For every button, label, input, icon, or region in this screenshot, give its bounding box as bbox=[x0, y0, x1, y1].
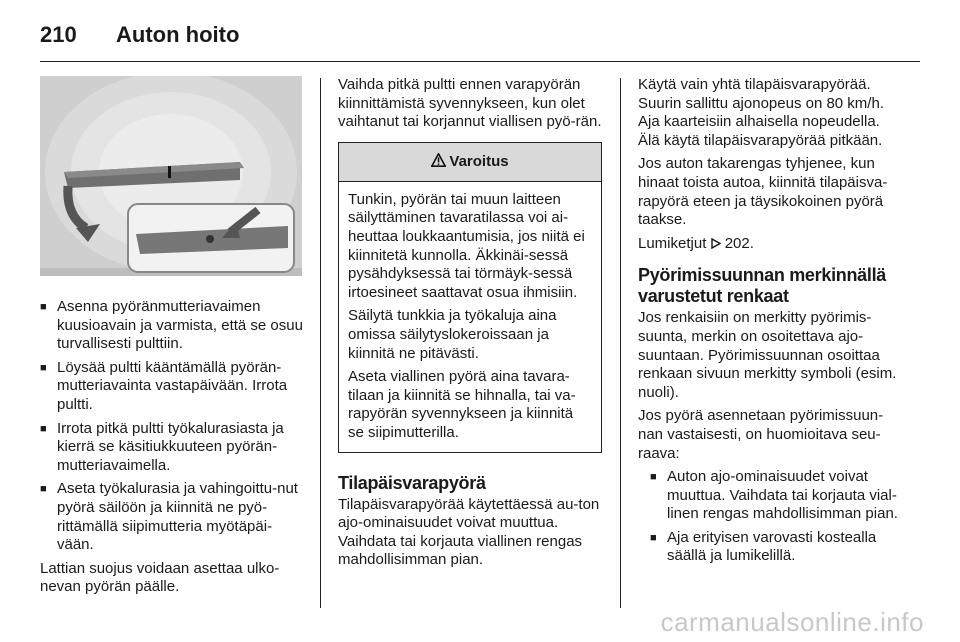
list-item: ■ Asenna pyöränmutteriavaimen kuusioavain ja varmista, että se osuu turvallisesti pulttiin. bbox=[40, 298, 304, 354]
paragraph: Jos pyörä asennetaan pyörimissuun-nan vastaisesti, on huomioitava seu-raava: bbox=[638, 407, 884, 462]
list-item: ■ Aja erityisen varovasti kostealla säällä ja lumikelillä. bbox=[650, 529, 902, 566]
column-divider-1 bbox=[320, 78, 321, 608]
cross-reference-text: Lumiketjut bbox=[638, 234, 711, 252]
paragraph: Jos auton takarengas tyhjenee, kun hinaat toista autoa, kiinnitä tilapäisva-rapyörä eteen ja täysikokoinen pyörä taakse. bbox=[638, 155, 888, 229]
warning-paragraph: Säilytä tunkkia ja työkaluja aina omissa säilytyslokeroissaan ja kiinnitä ne pitävästi. bbox=[348, 307, 557, 362]
paragraph: Käytä vain yhtä tilapäisvarapyörää. Suurin sallittu ajonopeus on 80 km/h. Aja kaarteisiin alhaisella nopeudella. Älä käytä tilapäisvarapyörää pitkään. bbox=[638, 76, 884, 149]
chapter-title: Auton hoito bbox=[116, 22, 240, 47]
closing-text: Lattian suojus voidaan asettaa ulko-nevan pyörän päälle. bbox=[40, 559, 280, 596]
list-item: ■ Irrota pitkä pultti työkalurasiasta ja kierrä se käsitiukkuuteen pyörän-mutteriavaimella. bbox=[40, 420, 304, 476]
header-divider bbox=[40, 61, 920, 62]
column-1 bbox=[40, 76, 304, 602]
section-text: Tilapäisvarapyörää käytettäessä au-ton ajo-ominaisuudet voivat muuttua. Vaihdata tai korjauta viallinen rengas mahdollisimman pian. bbox=[338, 495, 600, 569]
warning-title: Varoitus bbox=[449, 152, 509, 170]
warning-header bbox=[339, 143, 601, 182]
warning-paragraph: Aseta viallinen pyörä aina tavara-tilaan ja kiinnitä se hihnalla, tai va-rapyörän syvennykseen ja kiinnitä se siipimutterilla. bbox=[348, 368, 576, 441]
cross-reference-arrow-icon bbox=[711, 235, 725, 252]
warning-body bbox=[339, 182, 601, 452]
warning-triangle-icon bbox=[431, 143, 446, 181]
column-3 bbox=[638, 76, 902, 571]
page-header bbox=[40, 14, 920, 54]
cross-reference-line bbox=[638, 235, 902, 254]
watermark: carmanualsonline.info bbox=[660, 607, 924, 637]
column-2 bbox=[338, 76, 602, 575]
paragraph: Jos renkaisiin on merkitty pyörimis-suunta, merkin on osoitettava ajo-suuntaan. Pyörimissuunnan osoittaa renkaan sivuun merkitty symboli (esim. nuoli). bbox=[638, 309, 897, 401]
list-item: ■ Aseta työkalurasia ja vahingoittu-nut pyörä säilöön ja kiinnitä ne pyö-rittämällä siipimutteria myötäpäi-vään. bbox=[40, 480, 304, 554]
warning-box bbox=[338, 142, 602, 453]
section-heading: Tilapäisvarapyörä bbox=[338, 472, 486, 493]
list-item: ■ Auton ajo-ominaisuudet voivat muuttua. Vaihdata tai korjauta vial-linen rengas mahdollisimman pian. bbox=[650, 468, 902, 524]
spare-wheel-bolt-illustration bbox=[40, 76, 302, 276]
list-item: ■ Löysää pultti kääntämällä pyörän-mutteriavainta vastapäivään. Irrota pultti. bbox=[40, 359, 304, 415]
warning-paragraph: Tunkin, pyörän tai muun laitteen säilyttäminen tavaratilassa voi ai-heuttaa loukkaantumisia, jos niitä ei kiinnitetä kunnolla. Äkkinäi-sessä pysähdyksessä tai törmäyk-sessä irtoesineet saattavat osua ihmisiin. bbox=[348, 190, 585, 301]
page-number: 210 bbox=[40, 22, 77, 47]
intro-text: Vaihda pitkä pultti ennen varapyörän kiinnittämistä syvennykseen, kun olet vaihtanut tai korjannut viallisen pyö-rän. bbox=[338, 76, 602, 131]
section-heading: Pyörimissuunnan merkinnällä varustetut renkaat bbox=[638, 265, 886, 307]
column-divider-2 bbox=[620, 78, 621, 608]
cross-reference-page[interactable]: 202. bbox=[724, 234, 754, 252]
